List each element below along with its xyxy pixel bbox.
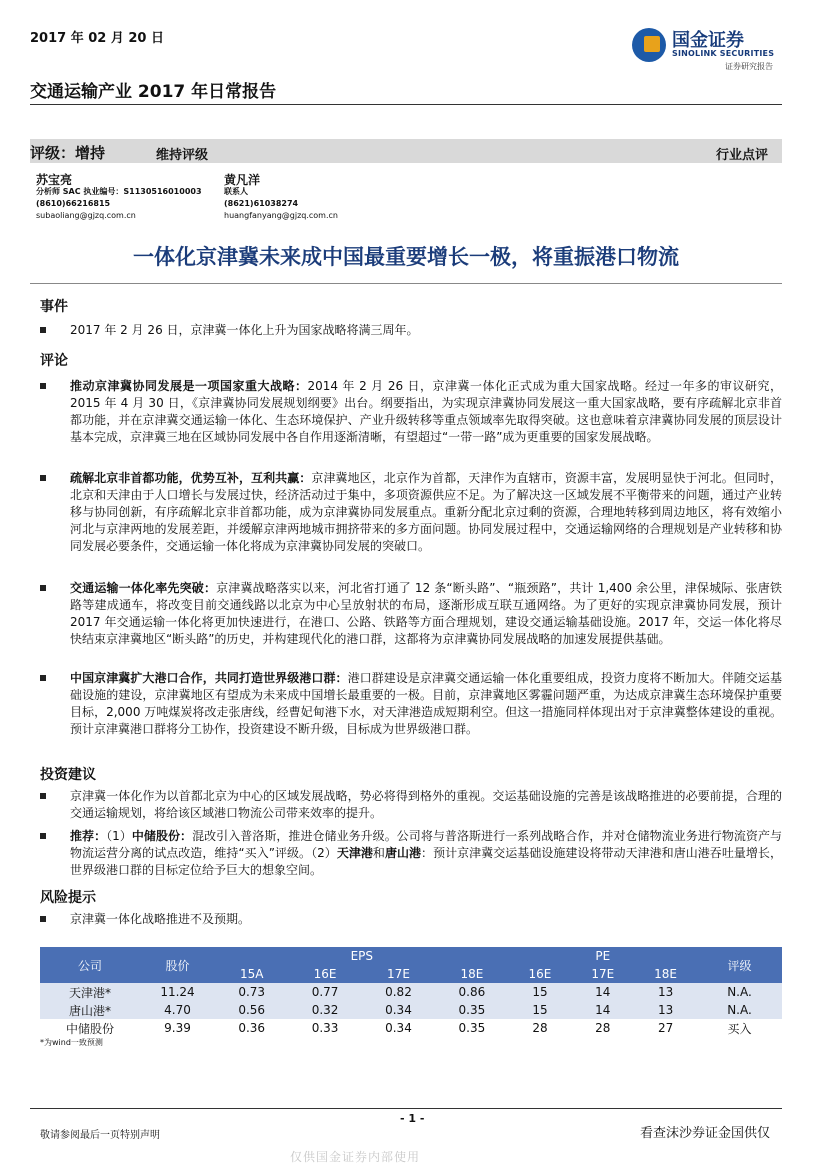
cell: 唐山港*	[40, 1001, 140, 1019]
author-line: 联系人	[224, 187, 248, 196]
cell: 28	[532, 1021, 548, 1035]
event-text: 2017 年 2 月 26 日，京津冀一体化上升为国家战略将满三周年。	[70, 323, 419, 337]
stock-name: 中储股份：	[131, 829, 193, 843]
cell: 15	[509, 1001, 572, 1019]
comment-text: 京津冀地区，北京作为首都，天津作为直辖市，资源丰富，发展明显快于河北。但同时，北京和天津由于人口增长与发展过快，经济活动过于集中，多项资源供应不足。为了解决这一区域发展不平衡带来的问题，通过产业转移与协同创新，有序疏解北京非首都功能，成为京津冀协同发展重点。重新分配北京过剩的资源，合理地转移到周边地区，将有效缩小河北与京津两地的发展差距，并缓解京津两地城市拥挤带来的多方面问题。协同发展过程中，交通运输网络的合理规划是产业转移和协同发展必要条件，交通运输一体化将成为京津冀协同发展的突破口。	[70, 471, 782, 553]
th-sub: 17E	[362, 965, 435, 983]
th-sub: 16E	[288, 965, 361, 983]
th-sub: 18E	[435, 965, 508, 983]
cell: 0.34	[362, 1001, 435, 1019]
valuation-table	[40, 947, 782, 1037]
author-name: 苏宝亮	[36, 173, 73, 187]
th-price: 股价	[140, 947, 215, 983]
stock-name: 天津港	[336, 846, 373, 860]
section-comment-title: 评论	[40, 353, 68, 369]
th-sub: 16E	[509, 965, 572, 983]
bullet-icon	[40, 585, 46, 591]
cell: 4.70	[140, 1001, 215, 1019]
headline-divider	[30, 283, 782, 284]
bullet-icon	[40, 383, 46, 389]
section-risk-title: 风险提示	[40, 890, 96, 906]
cell: 14	[571, 1001, 634, 1019]
author-email[interactable]: huangfanyang@gjzq.com.cn	[224, 211, 338, 220]
cell: 27	[657, 1021, 674, 1035]
recommend-label: 推荐：	[70, 829, 107, 843]
comment-item	[40, 580, 782, 648]
rating-maintain: 维持评级	[156, 148, 209, 163]
th-company: 公司	[40, 947, 140, 983]
invest-text: （1）	[106, 829, 132, 843]
th-rating: 评级	[697, 947, 782, 983]
cell: 0.35	[458, 1021, 486, 1035]
logo-sub: 证券研究报告	[725, 62, 773, 71]
cell: 0.33	[311, 1021, 339, 1035]
author-phone: (8621)61038274	[224, 199, 299, 208]
th-pe: PE	[509, 947, 697, 965]
rating: 评级：增持	[30, 144, 106, 162]
comment-lead: 交通运输一体化率先突破：	[70, 581, 217, 595]
cell: 15	[509, 983, 572, 1001]
company-logo	[630, 24, 790, 80]
cell: 11.24	[140, 983, 215, 1001]
cell: 0.82	[362, 983, 435, 1001]
stock-name: 唐山港	[384, 846, 422, 860]
logo-mark-icon	[632, 28, 666, 62]
bullet-icon	[40, 833, 46, 839]
bullet-icon	[40, 793, 46, 799]
cell: 买入	[727, 1021, 752, 1036]
comment-text: 港口群建设是京津冀交通运输一体化重要组成，投资力度将不断加大。伴随交运基础设施的建设，京津冀地区有望成为未来成中国增长最重要的一极。目前，京津冀地区雾霾问题严重，为达成京津冀生态环境保护重要目标，2,000 万吨煤炭将改走张唐线，经曹妃甸港下水，对天津港造成短期利空。但这一措施同样体现出对于京津冀整体建设的重视。预计京津冀港口群将分工协作，投资建设不断升级，目标成为世界级港口群。	[70, 671, 782, 736]
header-divider	[30, 104, 782, 105]
th-sub: 18E	[634, 965, 697, 983]
cell: 0.77	[288, 983, 361, 1001]
risk-text: 京津冀一体化战略推进不及预期。	[70, 912, 251, 926]
cell: 天津港*	[40, 983, 140, 1001]
cell: N.A.	[697, 983, 782, 1001]
comment-text: 京津冀战略落实以来，河北省打通了 12 条“断头路”、“瓶颈路”，共计 1,400 余公里，津保城际、张唐铁路等建成通车，将改变目前交通线路以北京为中心呈放射状的布局，逐渐形成互联互通网络。为了更好的实现京津冀协同发展，预计 2017 年交通运输一体化将更加快速进行，在港口、公路、铁路等方面合理规划，建设交通运输基础设施。2017 年，交运一体化将尽快结束京津冀地区“断头路”的历史，并构建现代化的港口群，这都将为京津冀协同发展战略的加速发展提供基础。	[70, 581, 782, 646]
viewer-note: 看查沫沙券证金国供仅	[640, 1126, 771, 1141]
author-phone: (8610)66216815	[36, 199, 111, 208]
footer-divider	[30, 1108, 782, 1109]
logo-en: SINOLINK SECURITIES	[672, 49, 775, 58]
page-number: - 1 -	[400, 1112, 425, 1125]
th-eps: EPS	[215, 947, 509, 965]
author-email[interactable]: subaoliang@gjzq.com.cn	[36, 211, 136, 220]
section-event-title: 事件	[40, 299, 68, 315]
author-2	[224, 174, 338, 222]
bullet-icon	[40, 675, 46, 681]
invest-item	[40, 788, 782, 822]
table-note: *为wind一致预测	[40, 1038, 103, 1047]
bullet-icon	[40, 475, 46, 481]
risk-item	[40, 911, 782, 928]
cell: 14	[571, 983, 634, 1001]
event-item	[40, 322, 782, 339]
comment-item	[40, 670, 782, 738]
section-invest-title: 投资建议	[40, 767, 96, 783]
cell: 0.56	[215, 1001, 288, 1019]
invest-text: 和	[372, 846, 385, 860]
comment-lead: 疏解北京非首都功能，优势互补，互利共赢：	[70, 471, 312, 485]
table-row	[40, 1001, 782, 1019]
bullet-icon	[40, 327, 46, 333]
cell: 中储股份	[65, 1021, 114, 1036]
invest-text: ：预计京津冀交运基础设施建设将带动天津港和唐山港吞吐量增长，世界级港口群的目标定位给予巨大的想象空间。	[70, 846, 782, 877]
cell: 28	[595, 1021, 611, 1035]
comment-text: 2014 年 2 月 26 日，京津冀一体化正式成为重大国家战略。经过一年多的审议研究，2015 年 4 月 30 日，《京津冀协同发展规划纲要》出台。纲要指出，为实现京津冀协同发展这一重大国家战略，要有序疏解北京非首都功能，并在京津冀交通运输一体化、生态环境保护、产业升级转移等重点领域率先取得突破。这也意味着京津冀协同发展的顶层设计基本完成，京津冀三地在区域协同发展中各自作用逐渐清晰，有望超过“一带一路”成为更重要的国家发展战略。	[70, 379, 782, 444]
report-type: 行业点评	[716, 148, 769, 163]
author-line: 分析师 SAC 执业编号：S1130516010003	[36, 187, 202, 196]
comment-lead: 中国京津冀扩大港口合作，共同打造世界级港口群：	[70, 671, 348, 685]
th-sub: 17E	[571, 965, 634, 983]
invest-item	[40, 828, 782, 879]
rating-bar	[30, 139, 782, 163]
cell: 0.35	[435, 1001, 508, 1019]
disclaimer: 敬请参阅最后一页特别声明	[40, 1130, 160, 1141]
cell: 0.32	[288, 1001, 361, 1019]
th-sub: 15A	[215, 965, 288, 983]
table-header-row	[40, 947, 782, 965]
comment-lead: 推动京津冀协同发展是一项国家重大战略：	[70, 379, 308, 393]
headline: 一体化京津冀未来成中国最重要增长一极，将重振港口物流	[133, 245, 679, 269]
cell: 9.39	[164, 1021, 191, 1035]
cell: 0.86	[435, 983, 508, 1001]
watermark: 仅供国金证券内部使用	[290, 1150, 421, 1164]
table-row	[40, 983, 782, 1001]
table-row	[40, 1019, 782, 1037]
invest-text: 京津冀一体化作为以首都北京为中心的区域发展战略，势必将得到格外的重视。交运基础设施的完善是该战略推进的必要前提，合理的交通运输规划，将给该区域港口物流公司带来效率的提升。	[70, 789, 782, 820]
author-name: 黄凡洋	[224, 173, 261, 187]
cell: 0.34	[385, 1021, 412, 1035]
cell: N.A.	[697, 1001, 782, 1019]
report-date: 2017 年 02 月 20 日	[30, 31, 164, 46]
invest-text: 混改引入普洛斯，推进仓储业务升级。公司将与普洛斯进行一系列战略合作，并对仓储物流业务进行物流资产与物流运营分离的试点改造，维持“买入”评级。（2）	[70, 829, 782, 860]
comment-item	[40, 378, 782, 446]
cell: 13	[634, 983, 697, 1001]
logo-cn: 国金证券	[672, 30, 744, 51]
bullet-icon	[40, 916, 46, 922]
cell: 13	[634, 1001, 697, 1019]
comment-item	[40, 470, 782, 555]
author-1	[36, 174, 202, 222]
report-title: 交通运输产业 2017 年日常报告	[30, 82, 277, 102]
cell: 0.36	[238, 1021, 266, 1035]
cell: 0.73	[215, 983, 288, 1001]
